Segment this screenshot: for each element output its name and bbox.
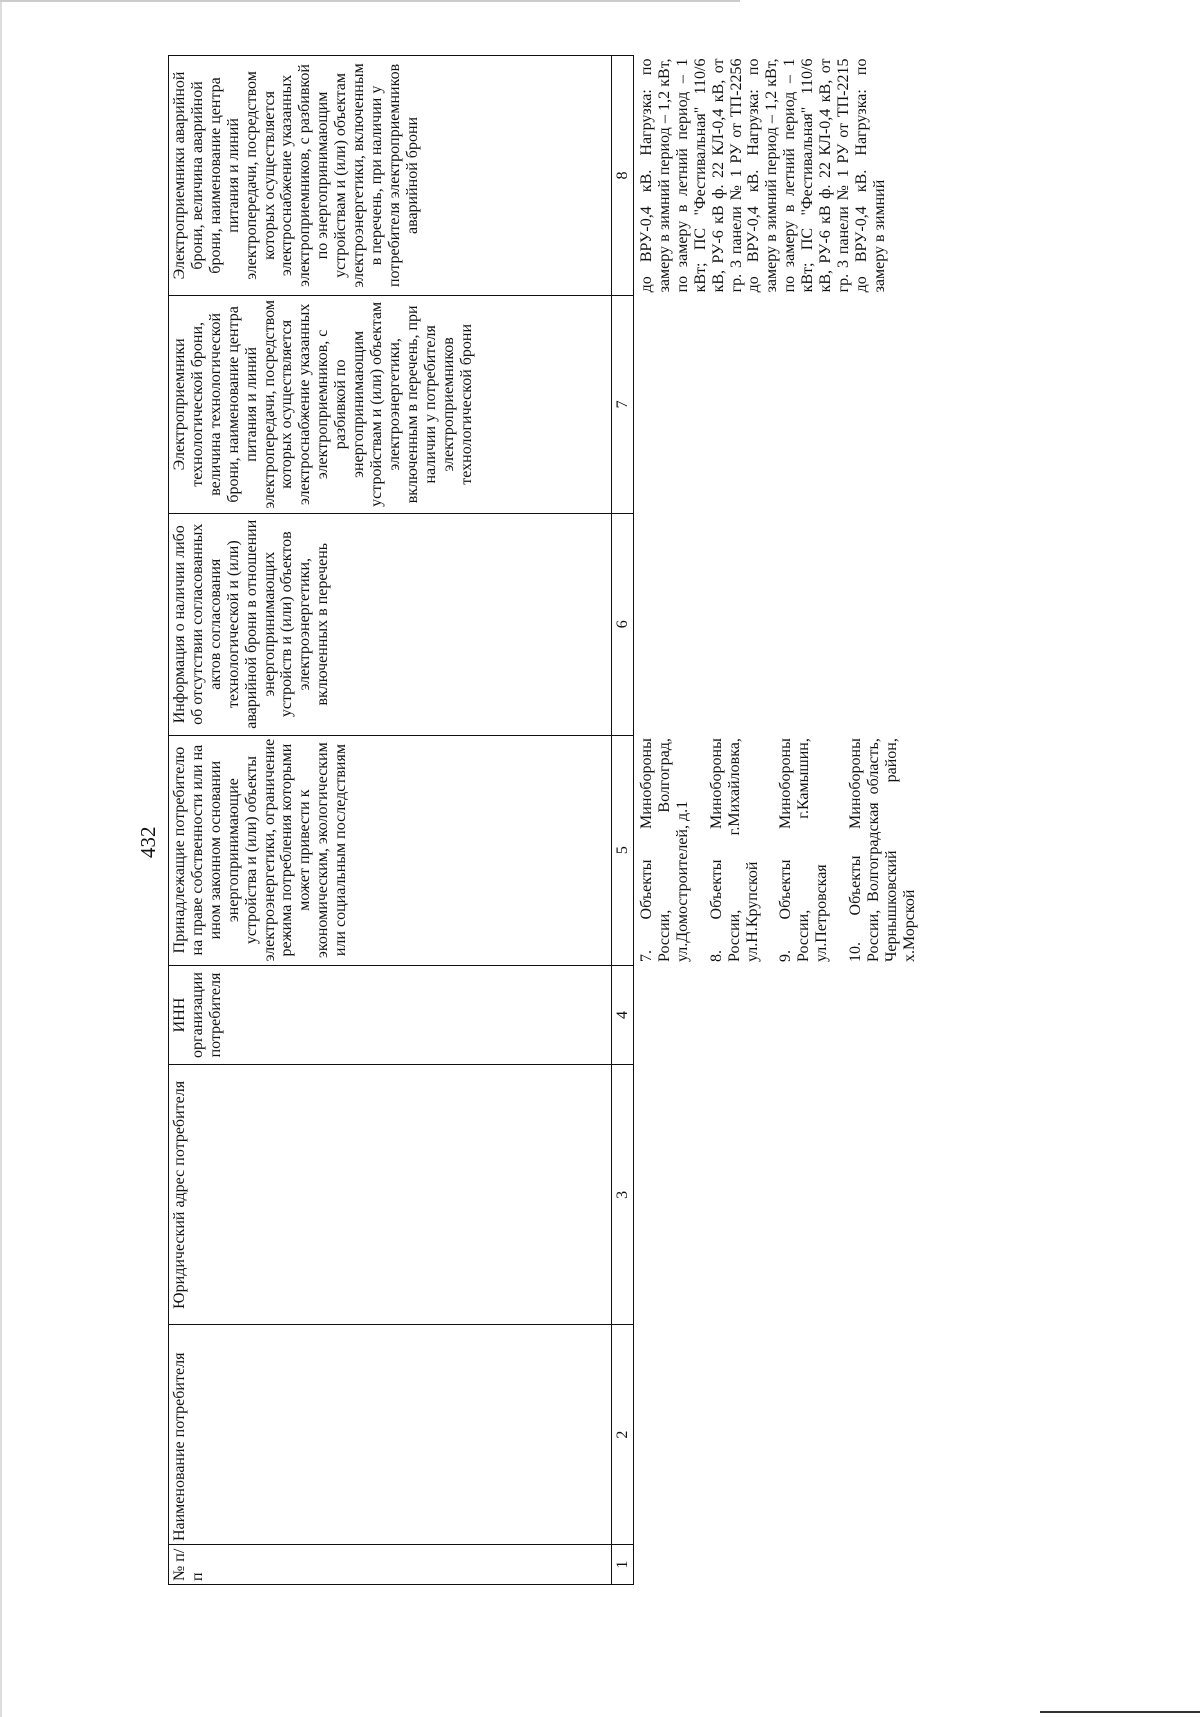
header-index: № п/п [169, 1545, 612, 1585]
scan-edge-top [0, 0, 740, 2]
column-number: 4 [612, 965, 634, 1065]
header-row [169, 56, 612, 1585]
column-number: 6 [612, 513, 634, 735]
header-tech-reserve: Электроприемники технологической брони, величина технологической брони, наименование центра питания и линий электропередачи, посредством которых осуществляется электроснабжение указанных электроприемников, с разбивкой по энергопринимающим устройствам и (или) объектам электроэнергетики, включенным в перечень, при наличии у потребителя электроприемников технологической брони [169, 295, 612, 513]
scan-edge-left [0, 0, 2, 1717]
scan-edge-bottom [1040, 1711, 1200, 1713]
rotated-table-wrapper [168, 55, 918, 1585]
emergency-reserve-cell [634, 56, 939, 296]
column-number-row [612, 56, 634, 1585]
page-number: 432 [136, 826, 160, 858]
header-consumer-name: Наименование потребителя [169, 1325, 612, 1545]
emergency-reserve-text: до ВРУ-0,4 кВ. Нагрузка: по замеру в зимний период – 1,2 кВт, по замеру в летний период – 1 кВт; ПС "Фестивальная" 110/6 кВ, РУ-6 кВ ф. 22 КЛ-0,4 кВ, от гр. 3 панели № 1 РУ от ТП-2256 до ВРУ-0,4 кВ. Нагрузка: по замеру в зимний период – 1,2 кВт, по замеру в летний период – 1 кВт; ПС "Фестивальная" 110/6 кВ, РУ-6 кВ ф. 22 КЛ-0,4 кВ, от гр. 3 панели № 1 РУ от ТП-2215 до ВРУ-0,4 кВ. Нагрузка: по замеру в зимний [638, 58, 888, 293]
header-legal-address: Юридический адрес потребителя [169, 1065, 612, 1325]
list-item: 10. Объекты Минобороны России, Волгоградская область, Чернышковский район, х.Морской [847, 738, 918, 963]
column-number: 3 [612, 1065, 634, 1325]
header-emergency-reserve: Электроприемники аварийной брони, величина аварийной брони, наименование центра питания и линий электропередачи, посредством которых осуществляется электроснабжение указанных электроприемников, с разбивкой по энергопринимающим устройствам и (или) объектам электроэнергетики, включенным в перечень, при наличии у потребителя электроприемников аварийной брони [169, 56, 612, 296]
consumer-table [168, 55, 939, 1585]
column-number: 1 [612, 1545, 634, 1585]
column-number: 2 [612, 1325, 634, 1545]
header-reserve-acts: Информация о наличии либо об отсутствии согласованных актов согласования технологической и (или) аварийной брони в отношении энергопринимающих устройств и (или) объектов электроэнергетики, включенных в перечень [169, 513, 612, 735]
header-devices: Принадлежащие потребителю на праве собственности или на ином законном основании энергопринимающие устройства и (или) объекты электроэнергетики, ограничение режима потребления которыми может привести к экономическим, экологическим или социальным последствиям [169, 735, 612, 965]
list-item: 7. Объекты Минобороны России, Волгоград, ул.Домостроителей, д.1 [638, 738, 691, 963]
devices-cell [634, 735, 939, 965]
header-inn: ИНН организации потребителя [169, 965, 612, 1065]
column-number: 8 [612, 56, 634, 296]
table-row [634, 56, 939, 1585]
list-item: 9. Объекты Минобороны России, г.Камышин, ул.Петровская [777, 738, 831, 963]
column-number: 5 [612, 735, 634, 965]
column-number: 7 [612, 295, 634, 513]
list-item: 8. Объекты Минобороны России, г.Михайловка, ул.Н.Крупской [707, 738, 761, 963]
